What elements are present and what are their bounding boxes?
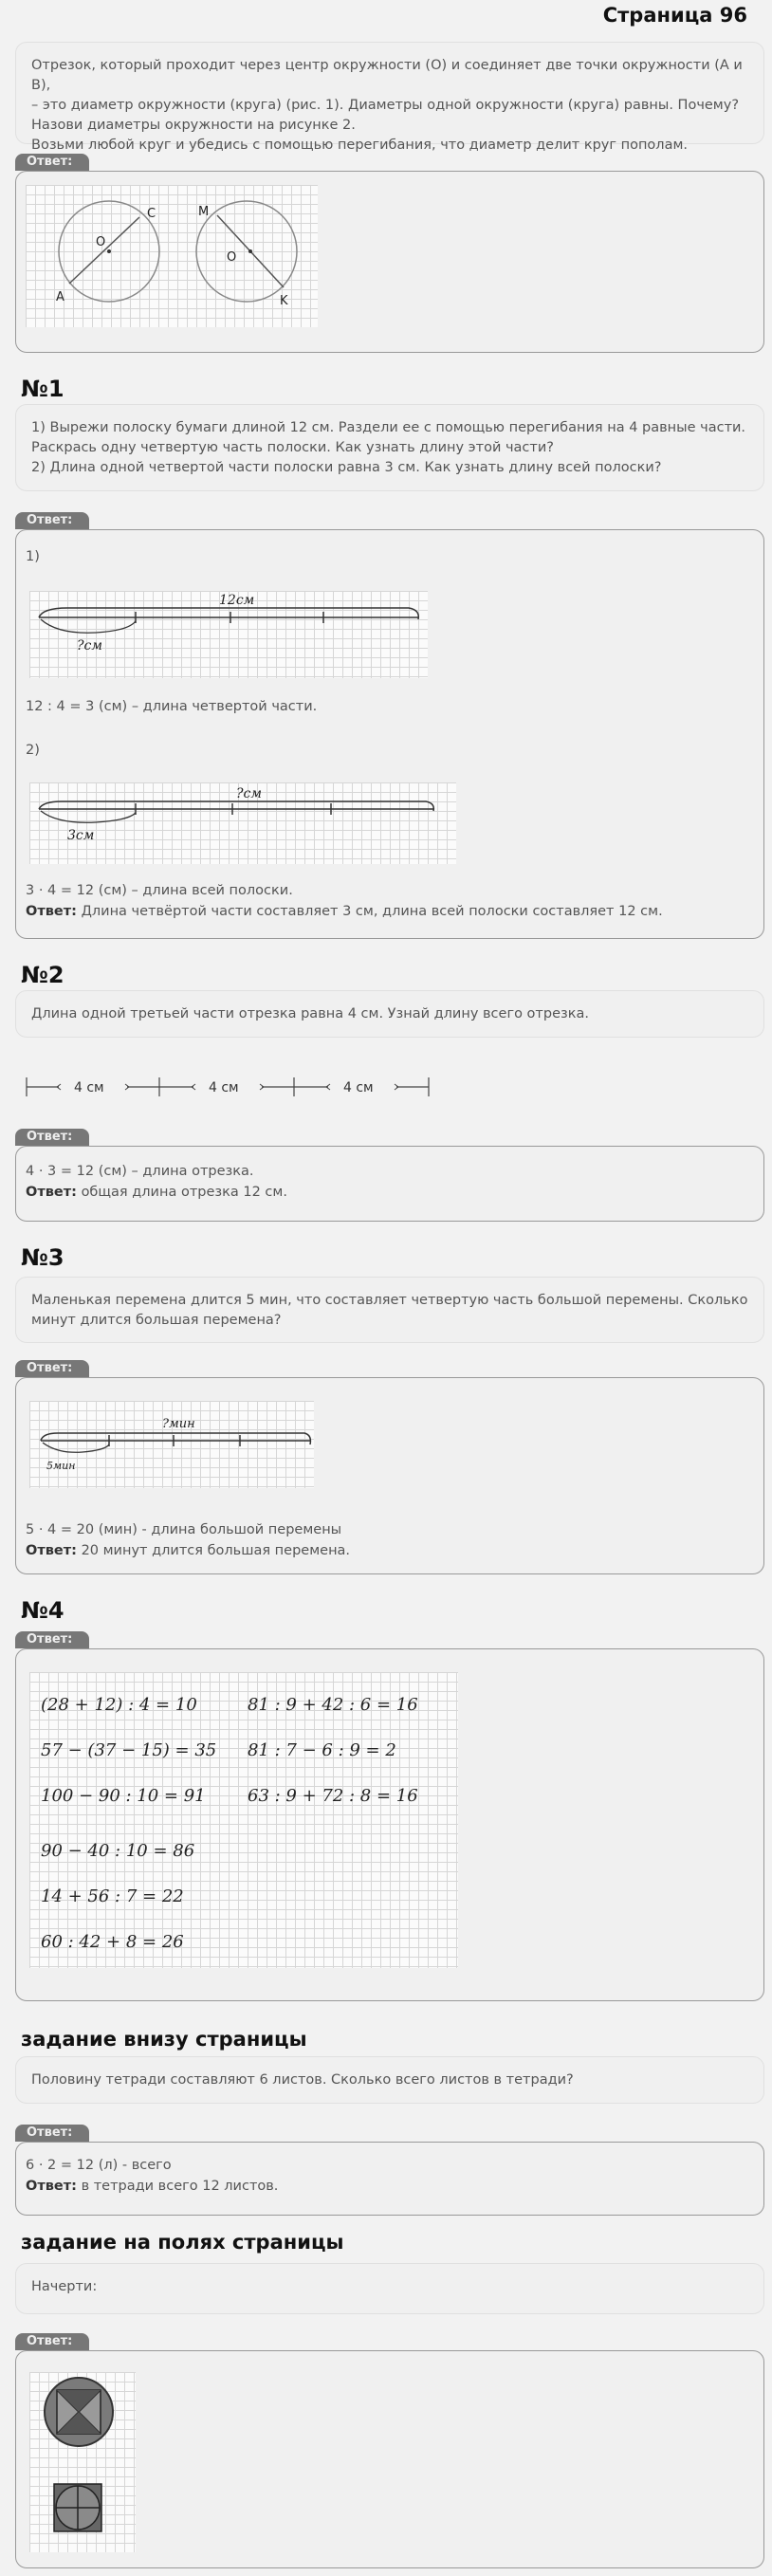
expression-left: 57 − (37 − 15) = 35 — [41, 1740, 217, 1760]
strip-svg-1 — [29, 591, 428, 678]
drawing-figure — [29, 2372, 136, 2552]
strip1-bottom-label: ?см — [77, 638, 102, 653]
break-figure — [29, 1401, 314, 1488]
label-c: C — [147, 207, 156, 221]
margin-task-line: Начерти: — [31, 2279, 98, 2294]
part1-label: 1) — [26, 549, 40, 564]
answer-tab: Ответ: — [15, 1360, 89, 1377]
label-o2: O — [227, 250, 237, 265]
intro-line: – это диаметр окружности (круга) (рис. 1). Диаметры одной окружности (круга) равны. Почему? — [31, 98, 740, 113]
expression-right: 81 : 7 − 6 : 9 = 2 — [248, 1740, 396, 1760]
margin-task-text — [15, 2263, 764, 2314]
answer-tab: Ответ: — [15, 512, 89, 529]
task3-calc: 5 · 4 = 20 (мин) - длина большой перемены — [26, 1522, 342, 1537]
task2-calc: 4 · 3 = 12 (см) – длина отрезка. — [26, 1164, 254, 1179]
expression-left: (28 + 12) : 4 = 10 — [41, 1695, 197, 1715]
task1-line: 2) Длина одной четвертой части полоски равна 3 см. Как узнать длину всей полоски? — [31, 460, 662, 475]
task1-calc2: 3 · 4 = 12 (см) – длина всей полоски. — [26, 883, 293, 898]
bottom-task-line: Половину тетради составляют 6 листов. Сколько всего листов в тетради? — [31, 2072, 574, 2088]
task2-answer — [26, 1183, 287, 1203]
break-bottom-label: 5мин — [46, 1460, 76, 1472]
task1-text — [15, 404, 764, 491]
answer-box-task3 — [15, 1377, 764, 1574]
answer-label: Ответ: — [26, 1185, 77, 1200]
expressions-svg — [29, 1672, 458, 1968]
answer-box-task1 — [15, 529, 764, 939]
answer-tab: Ответ: — [15, 2125, 89, 2142]
task3-text — [15, 1277, 764, 1343]
answer-box-task2 — [15, 1146, 764, 1222]
label-m: M — [198, 205, 210, 219]
intro-line: Отрезок, который проходит через центр окружности (О) и соединяет две точки окружности (А и В), — [31, 58, 743, 93]
task3-heading: №3 — [21, 1244, 64, 1271]
segment-svg — [19, 1062, 436, 1110]
bottom-task-answer — [26, 2177, 278, 2197]
strip-figure-1 — [29, 591, 428, 678]
task1-calc1: 12 : 4 = 3 (см) – длина четвертой части. — [26, 699, 318, 714]
task1-heading: №1 — [21, 376, 64, 402]
strip2-top-label: ?см — [236, 786, 262, 801]
segment-label: 4 см — [209, 1080, 239, 1095]
answer-tab: Ответ: — [15, 1129, 89, 1146]
answer-box-bottom — [15, 2142, 764, 2216]
label-a: A — [56, 290, 64, 304]
strip-figure-2 — [29, 782, 456, 864]
answer-label: Ответ: — [26, 1543, 77, 1558]
answer-tab: Ответ: — [15, 1631, 89, 1648]
answer-label: Ответ: — [26, 904, 77, 919]
break-svg — [29, 1401, 314, 1488]
task1-line: 1) Вырежи полоску бумаги длиной 12 см. Раздели ее с помощью перегибания на 4 равные части. — [31, 420, 746, 435]
expression-left: 14 + 56 : 7 = 22 — [41, 1886, 184, 1906]
answer-label: Ответ: — [26, 2179, 77, 2194]
bottom-task-calc: 6 · 2 = 12 (л) - всего — [26, 2158, 172, 2173]
task2-line: Длина одной третьей части отрезка равна 4 см. Узнай длину всего отрезка. — [31, 1006, 589, 1021]
expression-right: 63 : 9 + 72 : 8 = 16 — [248, 1786, 418, 1806]
expression-left: 60 : 42 + 8 = 26 — [41, 1932, 184, 1952]
label-k: K — [280, 294, 288, 308]
task3-answer-text: 20 минут длится большая перемена. — [81, 1543, 351, 1558]
answer-tab: Ответ: — [15, 2333, 89, 2350]
circles-svg — [26, 185, 318, 327]
drawing-svg — [29, 2372, 136, 2552]
bottom-task-text — [15, 2056, 764, 2104]
part2-label: 2) — [26, 743, 40, 758]
task2-text — [15, 990, 764, 1038]
intro-line: Возьми любой круг и убедись с помощью перегибания, что диаметр делит круг пополам. — [31, 138, 689, 153]
expression-right: 81 : 9 + 42 : 6 = 16 — [248, 1695, 418, 1715]
label-o1: O — [96, 235, 106, 249]
expression-left: 100 − 90 : 10 = 91 — [41, 1786, 206, 1806]
bottom-task-heading: задание внизу страницы — [21, 2028, 307, 2051]
strip-svg-2 — [29, 782, 456, 864]
task4-heading: №4 — [21, 1597, 64, 1624]
strip2-bottom-label: 3см — [67, 828, 95, 843]
task1-answer — [26, 902, 663, 922]
task2-heading: №2 — [21, 962, 64, 988]
strip1-top-label: 12см — [219, 593, 255, 608]
segment-label: 4 см — [74, 1080, 104, 1095]
task3-line: Маленькая перемена длится 5 мин, что составляет четвертую часть большой перемены. Сколько — [31, 1293, 748, 1308]
segment-figure — [19, 1062, 436, 1110]
expression-left: 90 − 40 : 10 = 86 — [41, 1841, 195, 1861]
page-title: Страница 96 — [602, 4, 747, 27]
circles-figure — [26, 185, 318, 327]
task2-answer-text: общая длина отрезка 12 см. — [81, 1185, 287, 1200]
task3-answer — [26, 1541, 350, 1561]
margin-task-heading: задание на полях страницы — [21, 2231, 344, 2254]
task3-line: минут длится большая перемена? — [31, 1313, 282, 1328]
answer-box-margin — [15, 2350, 764, 2568]
intro-line: Назови диаметры окружности на рисунке 2. — [31, 118, 356, 133]
answer-box-intro — [15, 171, 764, 353]
expressions-sheet — [29, 1672, 458, 1968]
break-top-label: ?мин — [162, 1417, 195, 1431]
answer-box-task4 — [15, 1648, 764, 2001]
answer-tab: Ответ: — [15, 154, 89, 171]
task1-answer-text: Длина четвёртой части составляет 3 см, длина всей полоски составляет 12 см. — [81, 904, 663, 919]
segment-label: 4 см — [343, 1080, 374, 1095]
task1-line: Раскрась одну четвертую часть полоски. Как узнать длину этой части? — [31, 440, 554, 455]
intro-task — [15, 42, 764, 153]
bottom-task-answer-text: в тетради всего 12 листов. — [81, 2179, 279, 2194]
